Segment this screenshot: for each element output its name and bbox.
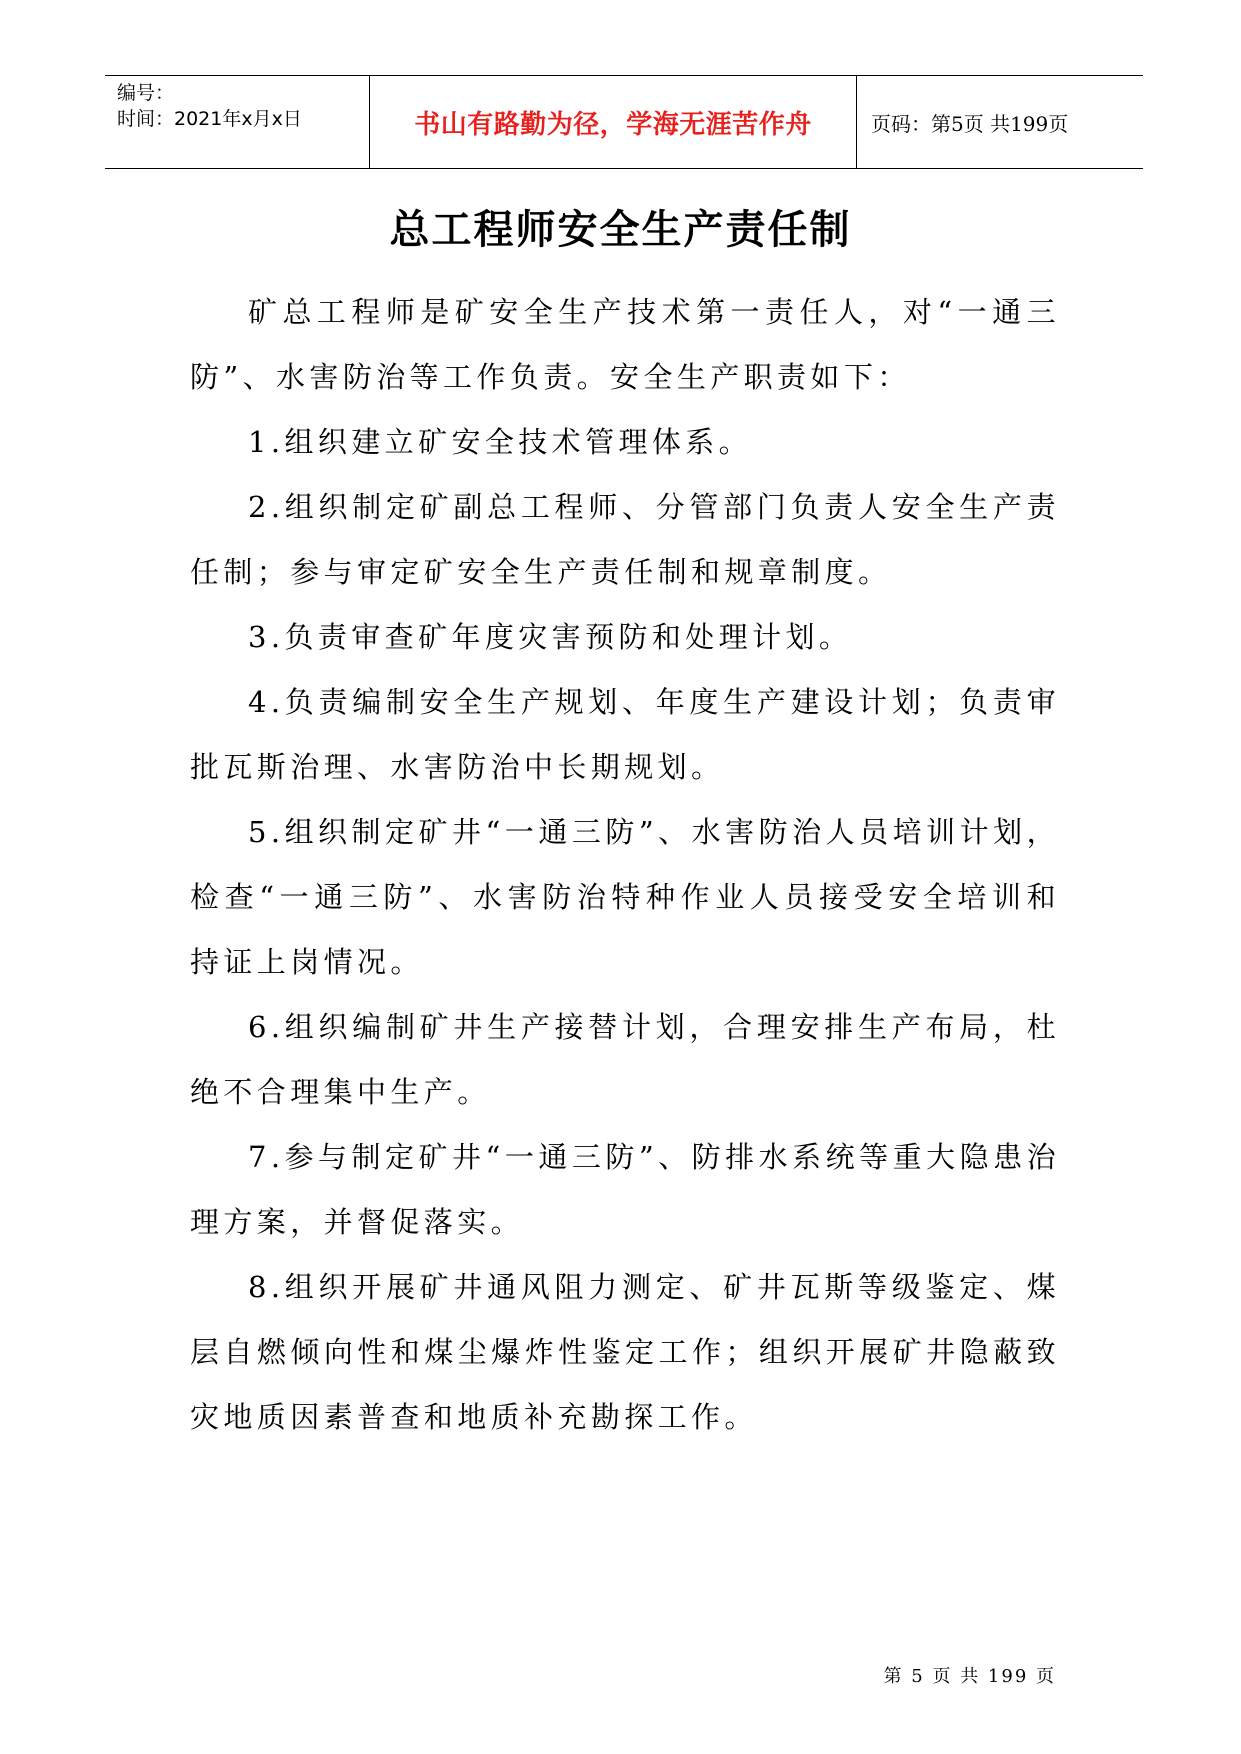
paragraph-item-4: 4.负责编制安全生产规划、年度生产建设计划；负责审批瓦斯治理、水害防治中长期规划。 xyxy=(190,685,1060,784)
header-table xyxy=(105,75,1143,169)
paragraph-item-1: 1.组织建立矿安全技术管理体系。 xyxy=(248,425,753,459)
document-title: 总工程师安全生产责任制 xyxy=(389,207,852,253)
paragraph-item-8: 8.组织开展矿井通风阻力测定、矿井瓦斯等级鉴定、煤层自燃倾向性和煤尘爆炸性鉴定工作；组织开展矿井隐蔽致灾地质因素普查和地质补充勘探工作。 xyxy=(190,1270,1060,1434)
document-body xyxy=(190,280,1060,1450)
paragraph-item-6: 6.组织编制矿井生产接替计划，合理安排生产布局，杜绝不合理集中生产。 xyxy=(190,1010,1060,1109)
document-time-label: 时间：2021年x月x日 xyxy=(117,108,302,130)
motto-text: 书山有路勤为径，学海无涯苦作舟 xyxy=(414,109,812,140)
page-code: 页码：第5页 共199页 xyxy=(871,111,1069,136)
header-page-cell xyxy=(857,76,1143,168)
page-footer: 第 5 页 共 199 页 xyxy=(883,1666,1056,1687)
document-number-label: 编号： xyxy=(117,82,175,104)
paragraph-item-7: 7.参与制定矿井“一通三防”、防排水系统等重大隐患治理方案，并督促落实。 xyxy=(190,1140,1060,1239)
paragraph-item-5: 5.组织制定矿井“一通三防”、水害防治人员培训计划，检查“一通三防”、水害防治特种作业人员接受安全培训和持证上岗情况。 xyxy=(190,815,1060,979)
header-motto-cell xyxy=(370,76,857,168)
paragraph-intro: 矿总工程师是矿安全生产技术第一责任人，对“一通三防”、水害防治等工作负责。安全生产职责如下： xyxy=(190,295,1060,394)
paragraph-item-2: 2.组织制定矿副总工程师、分管部门负责人安全生产责任制；参与审定矿安全生产责任制和规章制度。 xyxy=(190,490,1060,589)
header-meta-cell xyxy=(105,76,370,168)
paragraph-item-3: 3.负责审查矿年度灾害预防和处理计划。 xyxy=(248,620,853,654)
